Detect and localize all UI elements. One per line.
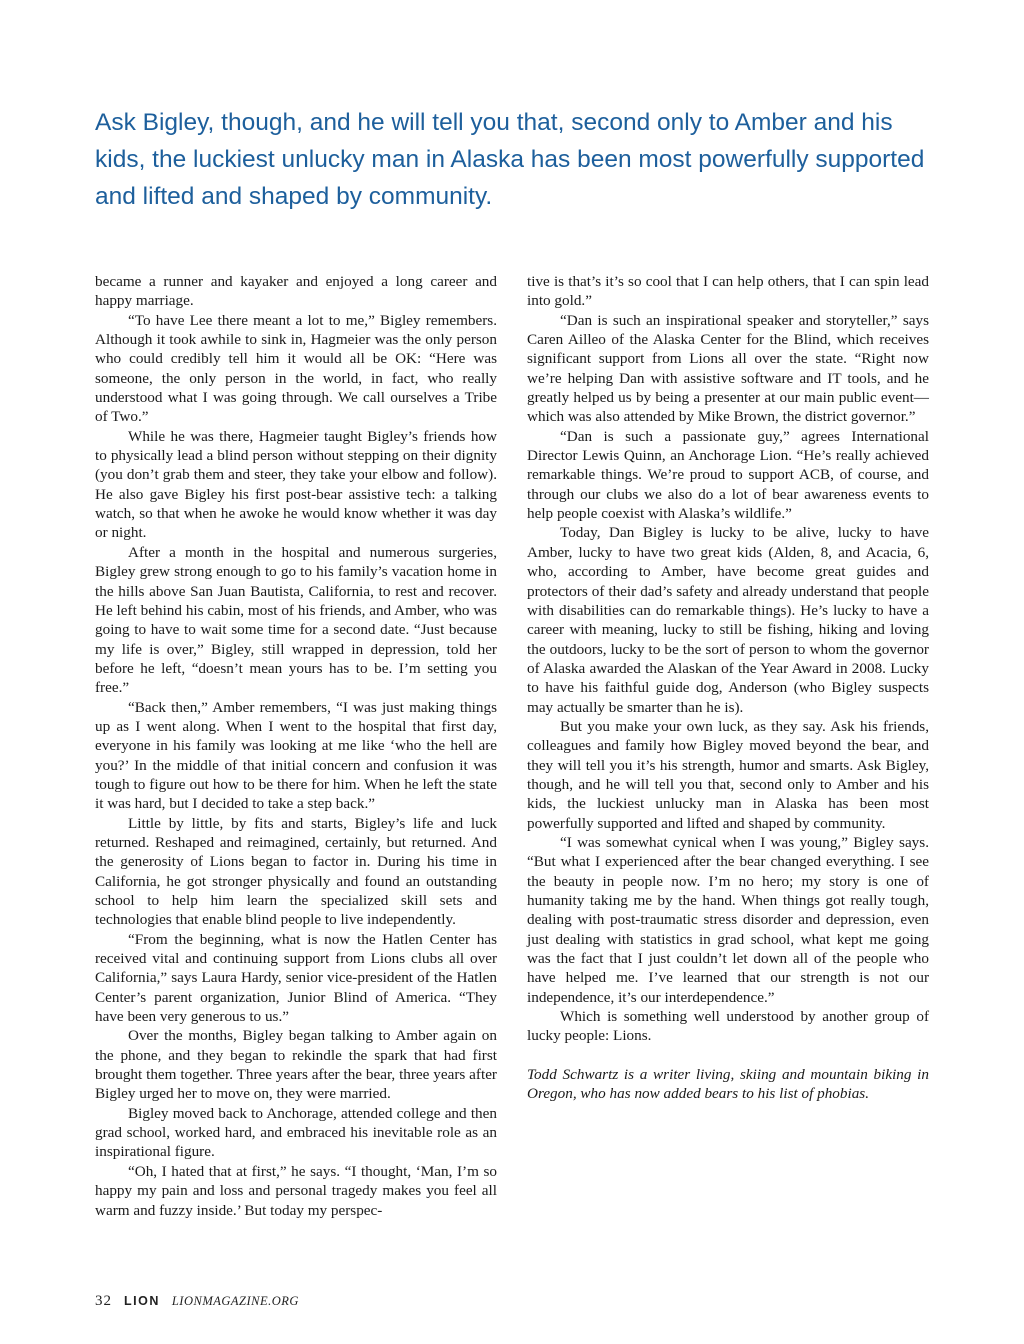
paragraph: Today, Dan Bigley is lucky to be alive, lucky to have Amber, lucky to have two great kids (Alden, 8, and Acacia, 6, who, according to Amber, have become great guides and protectors of their dad’s safety and already understand that people with disabilities can do remarkable things). He’s lucky to have a career with meaning, lucky to still be fishing, hiking and loving the outdoors, lucky to be the sort of person to whom the governor of Alaska awarded the Alaskan of the Year Award in 2008. Lucky to have his faithful guide dog, Anderson (who Bigley suspects may actually be smarter than he is). <box>527 524 929 716</box>
paragraph: “Dan is such an inspirational speaker and storyteller,” says Caren Ailleo of the Alaska Center for the Blind, which receives significant support from Lions all over the state. “Right now we’re helping Dan with assistive software and IT tools, and he greatly helped us by being a presenter at our main public event—which was also attended by Mike Brown, the district governor.” <box>527 311 929 426</box>
paragraph: “Oh, I hated that at first,” he says. “I thought, ‘Man, I’m so happy my pain and loss and personal tragedy makes you feel all warm and fuzzy inside.’ But today my perspec- <box>95 1162 497 1219</box>
paragraph: “To have Lee there meant a lot to me,” Bigley remembers. Although it took awhile to sink in, Hagmeier was the only person who could credibly tell him it would all be OK: “Here was someone, the only person in the world, in fact, who really understood what I was going through. We call ourselves a Tribe of Two.” <box>95 311 497 426</box>
article-column-right <box>527 272 929 1103</box>
paragraph: After a month in the hospital and numerous surgeries, Bigley grew strong enough to go to his family’s vacation home in the hills above San Juan Bautista, California, to rest and recover. He left behind his cabin, most of his friends, and Amber, who was going to have to wait some time for a second date. “Just because my life is over,” Bigley, still wrapped in depression, told her before he left, “doesn’t mean yours has to be. I’m setting you free.” <box>95 543 497 697</box>
paragraph: Bigley moved back to Anchorage, attended college and then grad school, worked hard, and embraced his inevitable role as an inspirational figure. <box>95 1104 497 1161</box>
paragraph: tive is that’s it’s so cool that I can help others, that I can spin lead into gold.” <box>527 273 929 310</box>
paragraph: “Back then,” Amber remembers, “I was just making things up as I went along. When I went to the hospital that first day, everyone in his family was looking at me like ‘who the hell are you?’ In the middle of that initial concern and confusion it was tough to figure out how to be there for him. When he left the state it was hard, but I decided to take a step back.” <box>95 698 497 813</box>
paragraph: Little by little, by fits and starts, Bigley’s life and luck returned. Reshaped and reimagined, certainly, but returned. And the generosity of Lions began to factor in. During his time in California, he got stronger physically and found an outstanding school to help him learn the specialized skill sets and technologies that enable blind people to live independently. <box>95 814 497 929</box>
paragraph: Over the months, Bigley began talking to Amber again on the phone, and they began to rekindle the spark that had first brought them together. Three years after the bear, three years after Bigley urged her to move on, they were married. <box>95 1027 497 1103</box>
pull-quote: Ask Bigley, though, and he will tell you that, second only to Amber and his kids, the luckiest unlucky man in Alaska has been most powerfully supported and lifted and shaped by community. <box>95 109 925 210</box>
paragraph: But you make your own luck, as they say. Ask his friends, colleagues and family how Bigley moved beyond the bear, and they will tell you it’s his strength, humor and smarts. Ask Bigley, though, and he will tell you that, second only to Amber and his kids, the luckiest unlucky man in Alaska has been most powerfully supported and lifted and shaped by community. <box>527 717 929 832</box>
paragraph: “From the beginning, what is now the Hatlen Center has received vital and continuing support from Lions clubs all over California,” says Laura Hardy, senior vice-president of the Hatlen Center’s parent organization, Junior Blind of America. “They have been very generous to us.” <box>95 930 497 1026</box>
article-column-left <box>95 272 497 1220</box>
paragraph: Which is something well understood by another group of lucky people: Lions. <box>527 1008 929 1045</box>
paragraph: While he was there, Hagmeier taught Bigley’s friends how to physically lead a blind person without stepping on their dignity (you don’t grab them and steer, they take your elbow and follow). He also gave Bigley his first post-bear assistive tech: a talking watch, so that when he awoke he would know whether it was day or night. <box>95 427 497 542</box>
author-byline: Todd Schwartz is a writer living, skiing and mountain biking in Oregon, who has now added bears to his list of phobias. <box>527 1065 929 1103</box>
paragraph: “I was somewhat cynical when I was young,” Bigley says. “But what I experienced after the bear changed everything. I see the beauty in people now. I’m no hero; my story is one of humanity taking me by the hand. When things got really tough, dealing with post-traumatic stress disorder and depression, even just dealing with statistics in grad school, what kept me going was the fact that I just couldn’t let down all of the people who have helped me. I’ve learned that our strength is not our independence, it’s our interdependence.” <box>527 833 929 1006</box>
publication-name: LION <box>124 1294 160 1308</box>
paragraph: “Dan is such a passionate guy,” agrees International Director Lewis Quinn, an Anchorage Lion. “He’s really achieved remarkable things. We’re proud to support ACB, of course, and through our clubs we also do a lot of bear awareness events to help people coexist with Alaska’s wildlife.” <box>527 427 929 523</box>
page-footer <box>95 1293 299 1310</box>
page-number: 32 <box>95 1293 112 1309</box>
paragraph: became a runner and kayaker and enjoyed a long career and happy marriage. <box>95 273 497 310</box>
website-url: LIONMAGAZINE.ORG <box>171 1294 299 1308</box>
